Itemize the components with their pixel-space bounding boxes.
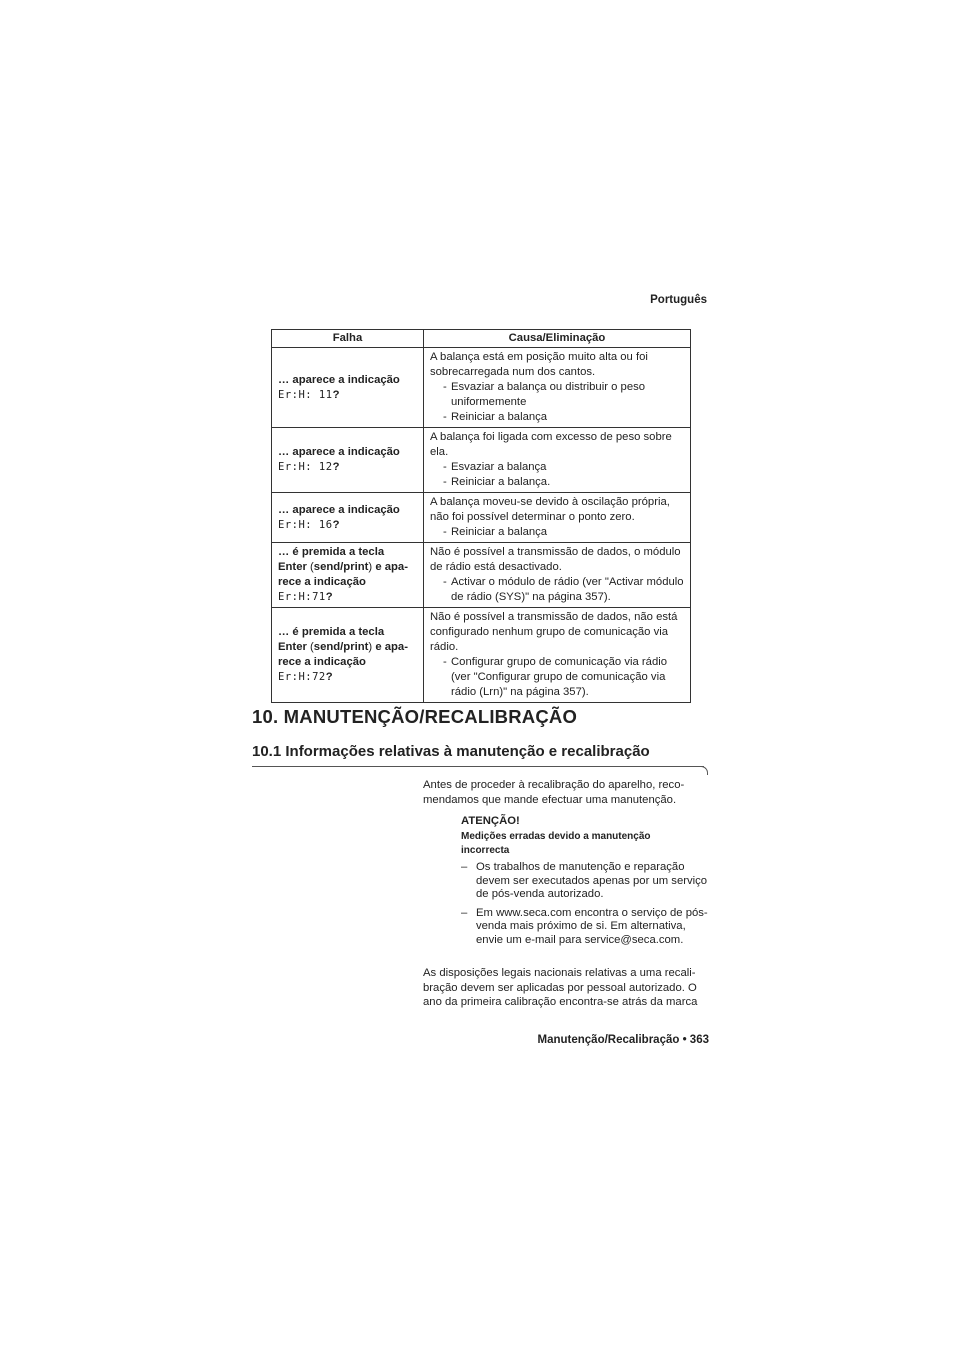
- fault-text: … aparece a indicação: [278, 373, 400, 386]
- table-row: [272, 348, 691, 428]
- warning-item: – Em www.seca.com encontra o serviço de pós-venda mais próximo de si. Em alternativa, envie um e-mail para service@seca.com.: [461, 907, 711, 948]
- section-title: 10.1 Informações relativas à manutenção e recalibração: [252, 743, 650, 760]
- fault-text: … é premida a tecla: [278, 546, 385, 558]
- send-print-key-label: send/print: [313, 561, 369, 573]
- step-item: - Activar o módulo de rádio (ver "Activar módulo de rádio (SYS)" na página 357).: [443, 575, 684, 605]
- page-footer: Manutenção/Recalibração • 363: [537, 1034, 709, 1046]
- warning-subtitle: Medições erradas devido a manutenção incorrecta: [461, 831, 651, 856]
- column-header-fault: Falha: [272, 330, 424, 348]
- warning-title: ATENÇÃO!: [461, 815, 520, 827]
- intro-paragraph: Antes de proceder à recalibração do aparelho, reco-mendamos que mande efectuar uma manutenção.: [423, 779, 685, 806]
- table-row: [272, 428, 691, 493]
- step-item: - Configurar grupo de comunicação via rádio (ver "Configurar grupo de comunicação via rádio (Lrn)" na página 357).: [443, 655, 684, 700]
- error-code: Er:H: 16: [278, 518, 333, 531]
- fault-text: … aparece a indicação: [278, 503, 400, 516]
- step-item: - Reiniciar a balança.: [443, 475, 684, 490]
- fault-text: … é premida a tecla: [278, 626, 385, 638]
- step-list: [430, 525, 684, 540]
- cause-cell: [424, 608, 691, 703]
- fault-cell: … é premida a tecla Enter (send/print) e apa-rece a indicação Er:H:72?: [272, 608, 424, 703]
- cause-text: A balança está em posição muito alta ou foi sobrecarregada num dos cantos.: [430, 351, 648, 378]
- enter-key-label: Enter: [278, 561, 307, 573]
- cause-cell: [424, 428, 691, 493]
- step-item: - Esvaziar a balança ou distribuir o peso uniformemente: [443, 380, 684, 410]
- question-mark: ?: [332, 518, 340, 531]
- step-item: - Esvaziar a balança: [443, 460, 684, 475]
- warning-item: – Os trabalhos de manutenção e reparação devem ser executados apenas por um serviço de pós-venda autorizado.: [461, 861, 711, 902]
- column-header-cause: Causa/Eliminação: [424, 330, 691, 348]
- fault-cell: [272, 348, 424, 428]
- fault-cell: [272, 428, 424, 493]
- cause-cell: [424, 543, 691, 608]
- fault-table: [271, 329, 691, 703]
- table-row: [272, 493, 691, 543]
- table-row: [272, 608, 691, 703]
- step-list: [430, 575, 684, 605]
- error-code: Er:H:72: [278, 671, 326, 683]
- question-mark: ?: [332, 388, 340, 401]
- table-header-row: [272, 330, 691, 348]
- chapter-title: 10. MANUTENÇÃO/RECALIBRAÇÃO: [252, 706, 578, 727]
- warning-list: [461, 861, 711, 947]
- step-item: - Reiniciar a balança: [443, 525, 684, 540]
- fault-text-suffix: e apa-rece a indicação: [278, 641, 408, 668]
- question-mark: ?: [332, 461, 340, 473]
- question-mark: ?: [325, 591, 333, 603]
- step-list: [430, 460, 684, 490]
- cause-cell: [424, 493, 691, 543]
- fault-cell: … é premida a tecla Enter (send/print) e apa-rece a indicação Er:H:71?: [272, 543, 424, 608]
- language-label: Português: [650, 294, 707, 306]
- step-item: - Reiniciar a balança: [443, 410, 684, 425]
- error-code: Er:H: 11: [278, 388, 333, 401]
- fault-text: … aparece a indicação: [278, 446, 400, 458]
- closing-paragraph: As disposições legais nacionais relativas a uma recali-bração devem ser aplicadas por pessoal autorizado. O ano da primeira calibração encontra-se atrás da marca: [423, 967, 698, 1008]
- section-divider-hook: [700, 766, 708, 775]
- cause-text: A balança moveu-se devido à oscilação própria, não foi possível determinar o ponto zero.: [430, 496, 670, 523]
- cause-cell: [424, 348, 691, 428]
- section-divider: [252, 766, 704, 767]
- step-list: [430, 655, 684, 700]
- enter-key-label: Enter: [278, 641, 307, 653]
- step-list: [430, 380, 684, 425]
- send-print-key-label: send/print: [313, 641, 369, 653]
- question-mark: ?: [325, 671, 333, 683]
- fault-text-suffix: e apa-rece a indicação: [278, 561, 408, 588]
- fault-cell: [272, 493, 424, 543]
- cause-text: Não é possível a transmissão de dados, o módulo de rádio está desactivado.: [430, 546, 681, 573]
- error-code: Er:H: 12: [278, 461, 333, 473]
- error-code: Er:H:71: [278, 591, 326, 603]
- cause-text: A balança foi ligada com excesso de peso sobre ela.: [430, 431, 672, 458]
- cause-text: Não é possível a transmissão de dados, não está configurado nenhum grupo de comunicação via rádio.: [430, 611, 678, 653]
- table-row: [272, 543, 691, 608]
